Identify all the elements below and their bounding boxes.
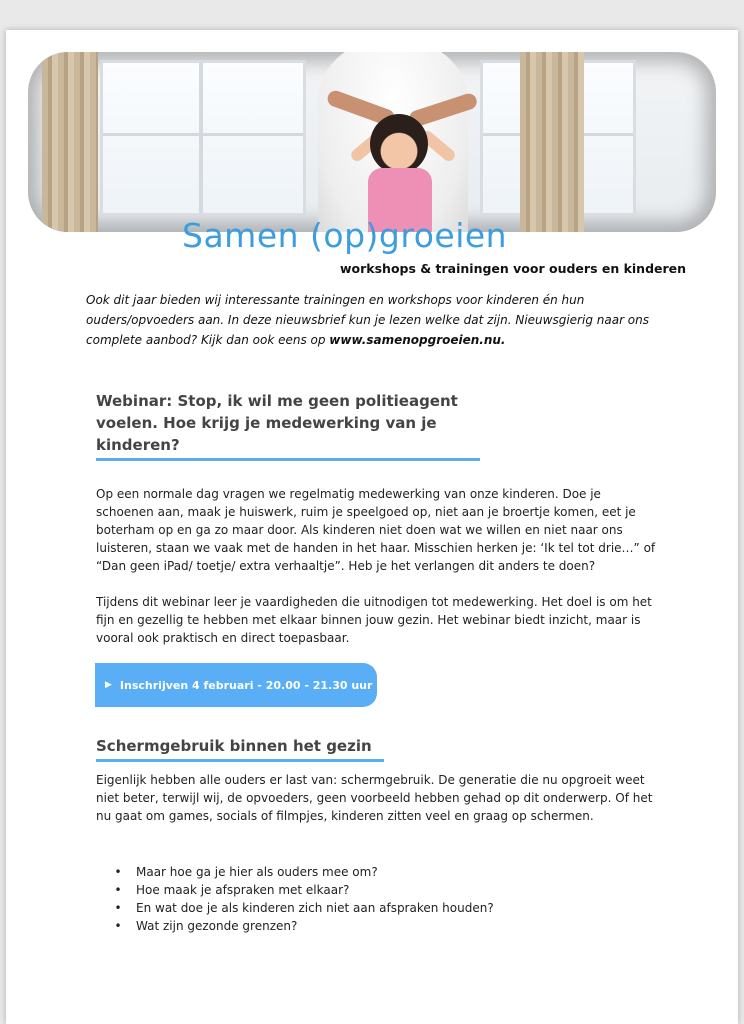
newsletter-page	[6, 30, 738, 1024]
question-list	[114, 863, 494, 935]
bullet-icon: •	[114, 919, 122, 933]
intro-paragraph	[86, 290, 686, 350]
webinar-heading-underline	[96, 458, 480, 461]
list-item-text: En wat doe je als kinderen zich niet aan afspraken houden?	[136, 901, 494, 915]
webinar-paragraph-2: Tijdens dit webinar leer je vaardigheden die uitnodigen tot medewerking. Het doel is om het fijn en gezellig te hebben met elkaar binnen jouw gezin. Het webinar biedt inzicht, maar is vooral ook praktisch en direct toepasbaar.	[96, 595, 652, 645]
bullet-icon: •	[114, 883, 122, 897]
curtain-left	[42, 52, 98, 232]
webinar-heading-line-1: Webinar: Stop, ik wil me geen politieagent	[96, 392, 458, 410]
list-item-text: Hoe maak je afspraken met elkaar?	[136, 883, 350, 897]
screen-heading-underline	[96, 759, 384, 762]
girl-head	[370, 114, 428, 174]
list-item-text: Wat zijn gezonde grenzen?	[136, 919, 298, 933]
list-item	[114, 863, 494, 881]
curtain-right	[520, 52, 584, 232]
webinar-heading-line-3: kinderen?	[96, 436, 180, 454]
bullet-icon: •	[114, 901, 122, 915]
list-item-text: Maar hoe ga je hier als ouders mee om?	[136, 865, 378, 879]
register-webinar-label: Inschrijven 4 februari - 20.00 - 21.30 uur	[119, 678, 373, 692]
webinar-paragraph-1: Op een normale dag vragen we regelmatig medewerking van onze kinderen. Doe je schoenen aan, maak je huiswerk, ruim je speelgoed op, niet aan je broertje komen, eet je boterham op en ga zo maar door. Als kinderen niet doen wat we willen en niet naar ons luisteren, staan we vaak met de handen in het haar. Misschien herken je: ‘Ik tel tot drie…” of “Dan geen iPad/ toetje/ extra verhaaltje”. Heb je het verlangen dit anders te doen?	[96, 487, 656, 573]
list-item	[114, 917, 494, 935]
website-link[interactable]: www.samenopgroeien.nu.	[329, 333, 506, 347]
intro-text: Ook dit jaar bieden wij interessante trainingen en workshops voor kinderen én hun ouders/opvoeders aan. In deze nieuwsbrief kun je lezen welke dat zijn. Nieuwsgierig naar ons complete aanbod? Kijk dan ook eens op	[86, 293, 650, 347]
webinar-heading-line-2: voelen. Hoe krijg je medewerking van je	[96, 414, 437, 432]
hero-photo	[28, 52, 716, 232]
brand-title: Samen (op)groeien	[182, 216, 508, 255]
screen-heading: Schermgebruik binnen het gezin	[96, 737, 372, 755]
register-webinar-button[interactable]	[95, 663, 377, 707]
window-left	[100, 60, 306, 216]
play-triangle-icon: ▶	[105, 680, 112, 690]
brand-subtitle: workshops & trainingen voor ouders en kinderen	[340, 261, 687, 276]
bullet-icon: •	[114, 865, 122, 879]
list-item	[114, 899, 494, 917]
list-item	[114, 881, 494, 899]
screen-paragraph: Eigenlijk hebben alle ouders er last van: schermgebruik. De generatie die nu opgroeit weet niet beter, terwijl wij, de opvoeders, geen voorbeeld hebben gehad op dit onderwerp. Of het nu gaat om games, socials of filmpjes, kinderen zitten veel en graag op schermen.	[96, 773, 653, 823]
webinar-heading	[96, 390, 458, 456]
